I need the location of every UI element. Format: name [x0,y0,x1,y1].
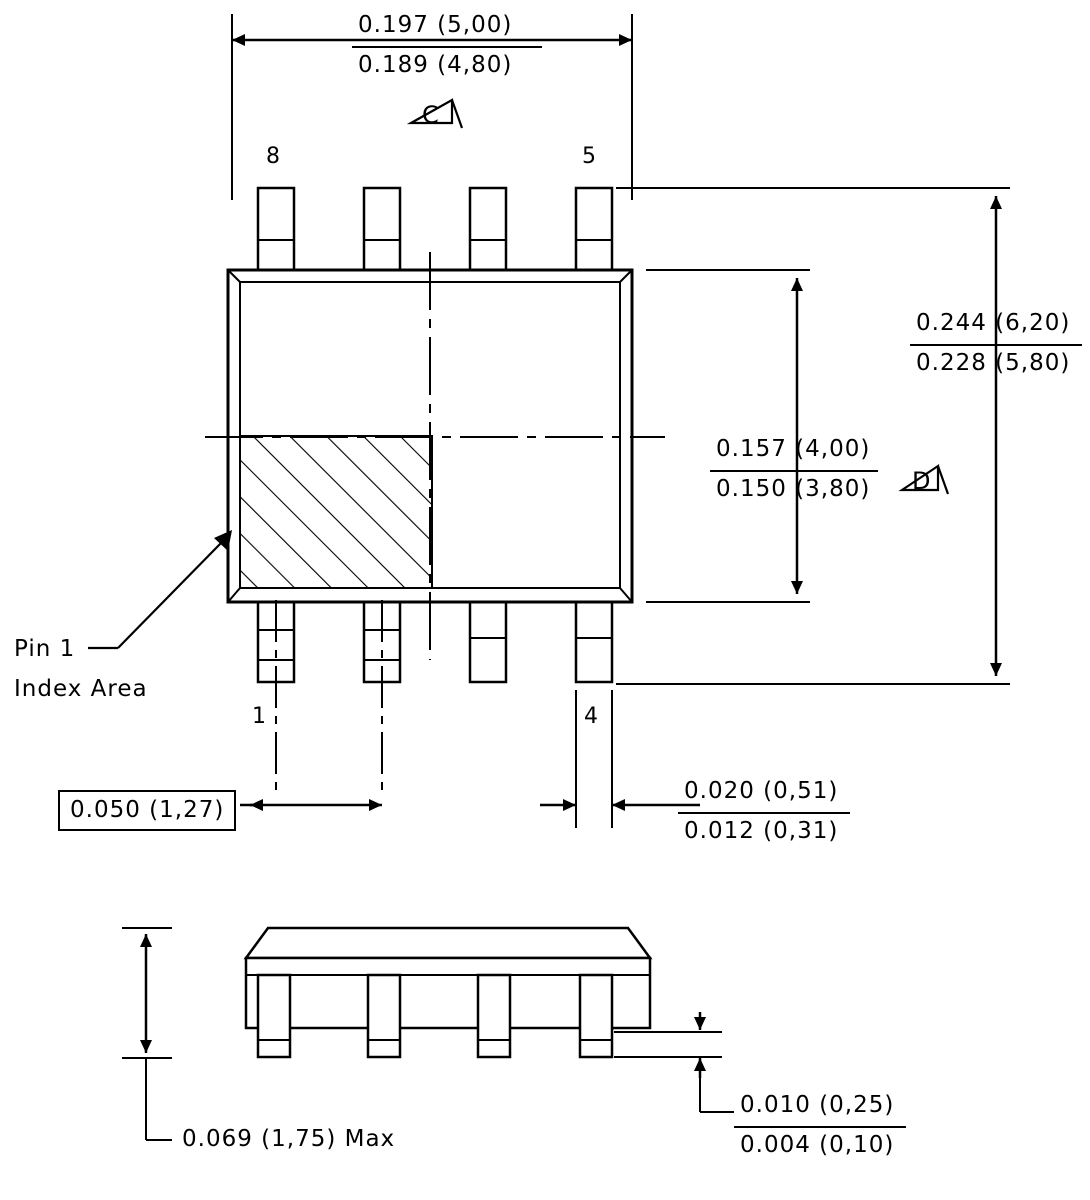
pin1-callout-line1: Pin 1 [14,636,76,662]
pin-number-1: 1 [252,704,267,729]
overall-height-dim-divider [910,344,1082,346]
standoff-dim-divider [734,1126,906,1128]
overall-height-dim-upper: 0.244 (6,20) [916,310,1071,336]
lead-width-dim-upper: 0.020 (0,51) [684,778,839,804]
pin-number-8: 8 [266,144,281,169]
pin1-leader [88,530,232,648]
lead-width-dim-lower: 0.012 (0,31) [684,818,839,844]
note-d-label: D [912,467,931,495]
width-dim-lower: 0.189 (4,80) [358,52,513,78]
note-c-label: C [422,101,440,129]
width-dim-upper: 0.197 (5,00) [358,12,513,38]
pin-number-5: 5 [582,144,597,169]
width-dim-divider [352,46,542,48]
body-height-dim-upper: 0.157 (4,00) [716,436,871,462]
standoff-dim-lower: 0.004 (0,10) [740,1132,895,1158]
top-leads [258,188,612,270]
lead-width-dim-divider [678,812,850,814]
pitch-dimension-label: 0.050 (1,27) [58,790,236,831]
bottom-leads [258,600,612,682]
side-height-dimension [122,928,172,1140]
standoff-dim-upper: 0.010 (0,25) [740,1092,895,1118]
pin-number-4: 4 [584,704,599,729]
overall-height-dim-lower: 0.228 (5,80) [916,350,1071,376]
side-height-dim-label: 0.069 (1,75) Max [182,1126,396,1152]
pitch-extension-lines [276,600,612,828]
body-height-dim-divider [710,470,878,472]
package-body-side-view [246,928,650,1057]
body-height-dim-lower: 0.150 (3,80) [716,476,871,502]
pin1-callout-line2: Index Area [14,676,148,702]
